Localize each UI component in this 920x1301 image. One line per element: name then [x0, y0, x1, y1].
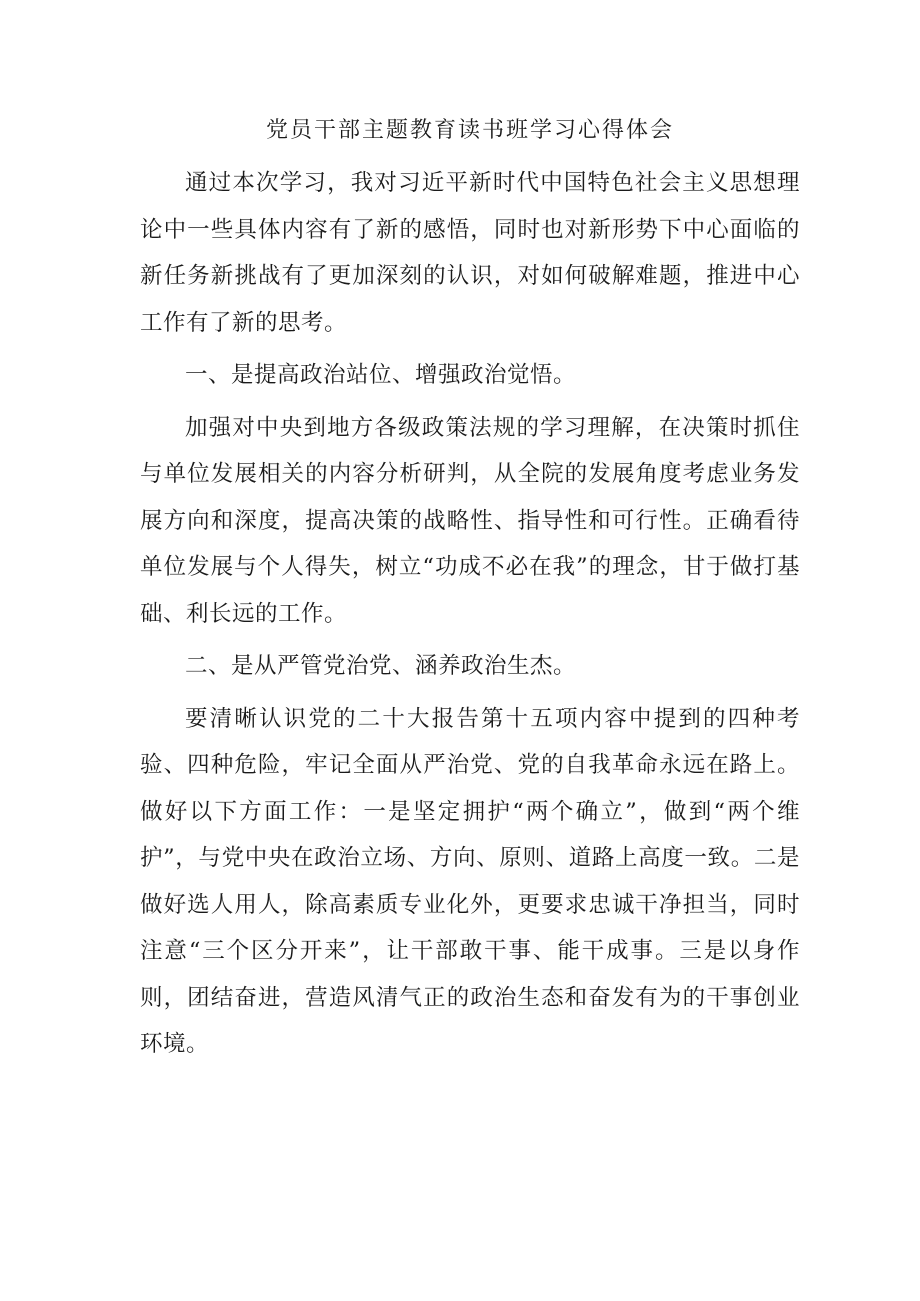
document-body	[140, 112, 800, 1074]
paragraph-intro: 通过本次学习，我对习近平新时代中国特色社会主义思想理论中一些具体内容有了新的感悟，同时也对新形势下中心面临的新任务新挑战有了更加深刻的认识，对如何破解难题，推进中心工作有了新的思考。	[140, 170, 800, 336]
document-title: 党员干部主题教育读书班学习心得体会	[265, 118, 674, 143]
paragraph-section-1: 加强对中央到地方各级政策法规的学习理解，在决策时抓住与单位发展相关的内容分析研判，从全院的发展角度考虑业务发展方向和深度，提高决策的战略性、指导性和可行性。正确看待单位发展与个人得失，树立“功成不必在我”的理念，甘于做打基础、利长远的工作。	[140, 414, 800, 627]
heading-section-2: 二、是从严管党治党、涵养政治生杰。	[185, 653, 577, 679]
heading-section-1: 一、是提高政治站位、增强政治觉悟。	[185, 362, 577, 388]
paragraph-section-2: 要清晰认识党的二十大报告第十五项内容中提到的四种考验、四种危险，牢记全面从严治党、党的自我革命永远在路上。做好以下方面工作：一是坚定拥护“两个确立”，做到“两个维护”，与党中央在政治立场、方向、原则、道路上高度一致。二是做好选人用人，除高素质专业化外，更要求忠诚干净担当，同时注意“三个区分开来”，让干部敢干事、能干成事。三是以身作则，团结奋进，营造风清气正的政治生态和奋发有为的干事创业环境。	[140, 705, 800, 1057]
